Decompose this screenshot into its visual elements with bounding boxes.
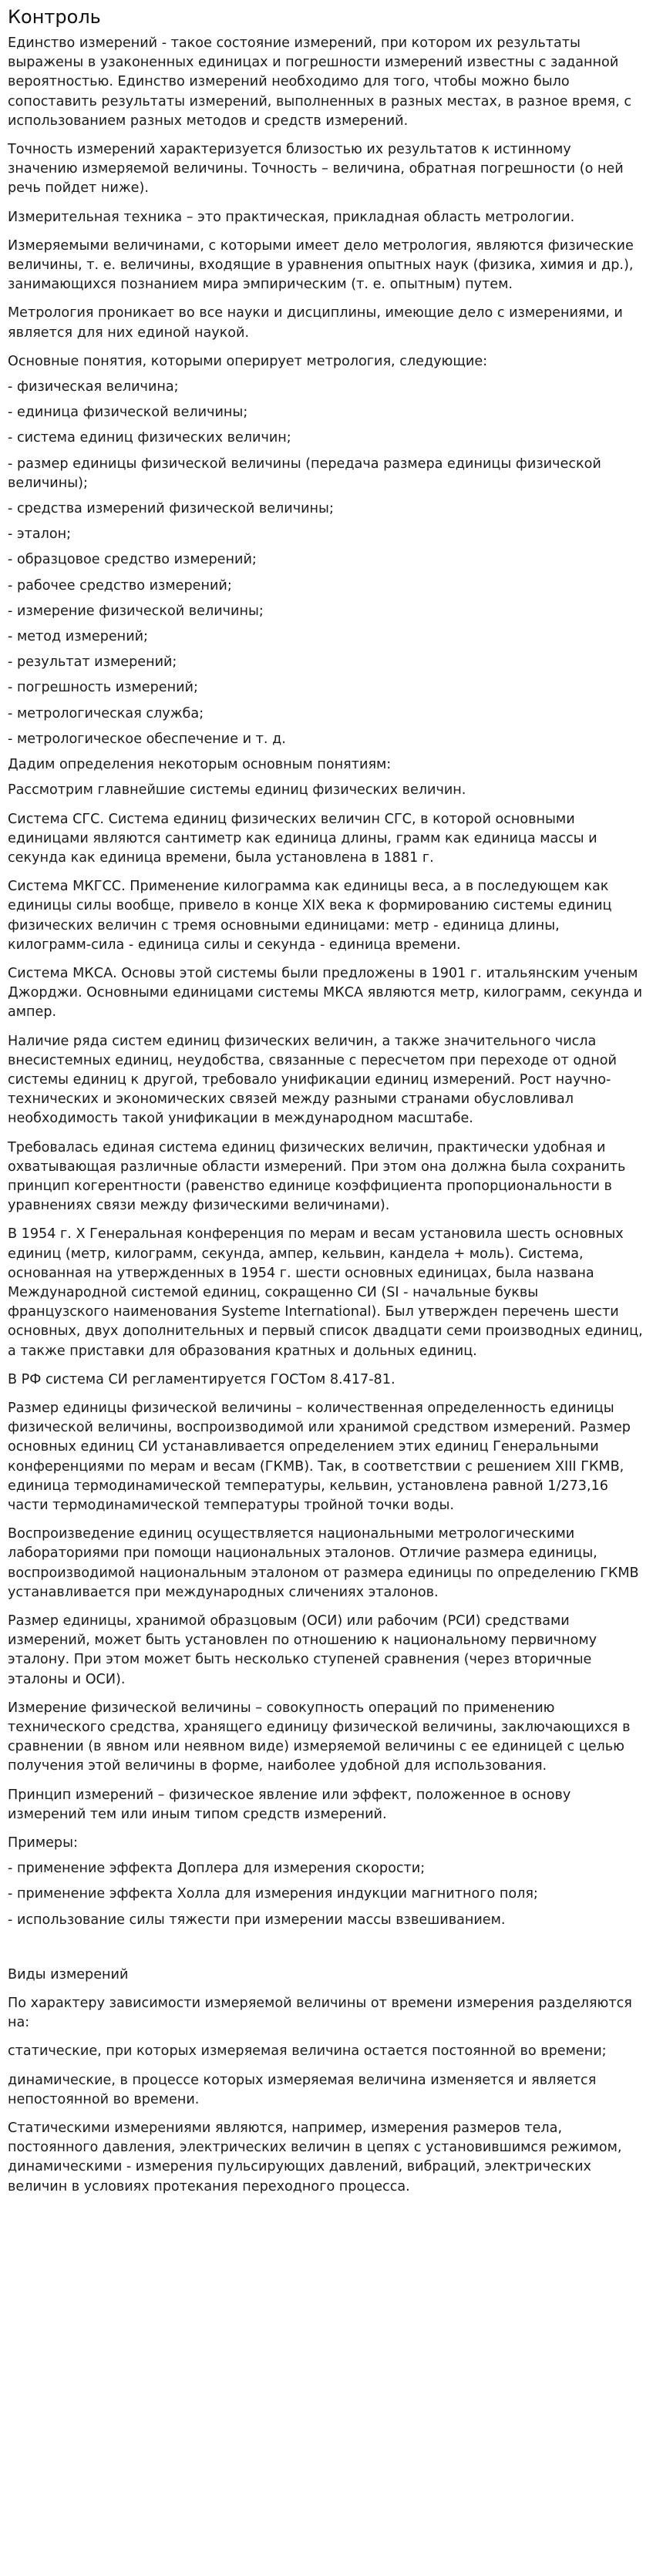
list-item: - метрологическое обеспечение и т. д. <box>8 731 286 747</box>
paragraph: В РФ система СИ регламентируется ГОСТом 8.417-81. <box>8 1371 396 1387</box>
paragraph: Измерение физической величины – совокупность операций по применению технического средства, хранящего единицу физической величины, заключающихся в сравнении (в явном или неявном виде) измеряемой величины с ее единицей с целью получения этой величины в форме, наиболее удобной для использования. <box>8 1700 631 1774</box>
paragraph: Метрология проникает во все науки и дисциплины, имеющие дело с измерениями, и является для них единой наукой. <box>8 305 623 341</box>
list-item: - система единиц физических величин; <box>8 430 291 446</box>
list-item: - рабочее средство измерений; <box>8 577 232 594</box>
list-item: - измерение физической величины; <box>8 603 264 619</box>
paragraph: Система МКСА. Основы этой системы были предложены в 1901 г. итальянским ученым Джорджи. Основными единицами системы МКСА являются метр, килограмм, секунда и ампер. <box>8 965 643 1021</box>
list-item: - результат измерений; <box>8 654 177 671</box>
paragraph: статические, при которых измеряемая величина остается постоянной во времени; <box>8 2043 607 2060</box>
list-item: - образцовое средство измерений; <box>8 552 257 568</box>
list-item: - размер единицы физической величины (передача размера единицы физической величины); <box>8 456 601 491</box>
paragraph: Размер единицы, хранимой образцовым (ОСИ) или рабочим (РСИ) средствами измерений, может быть установлен по отношению к национальному первичному эталону. При этом может быть несколько ступеней сравнения (через вторичные эталоны и ОСИ). <box>8 1613 597 1687</box>
list-item: - метрологическая служба; <box>8 705 204 721</box>
paragraph: Измеряемыми величинами, с которыми имеет дело метрология, являются физические величины, т. е. величины, входящие в уравнения опытных наук (физика, химия и др.), занимающихся познанием мира эмпирическим (т. е. опытным) путем. <box>8 237 634 293</box>
list-item: - применение эффекта Доплера для измерения скорости; <box>8 1861 426 1877</box>
paragraph: По характеру зависимости измеряемой величины от времени измерения разделяются на: <box>8 1996 632 2031</box>
paragraph: Статическими измерениями являются, например, измерения размеров тела, постоянного давления, электрических величин в цепях с установившимся режимом, динамическими - измерения пульсирующих давлений, вибраций, электрических величин в условиях протекания переходного процесса. <box>8 2120 622 2194</box>
list-item: - метод измерений; <box>8 629 148 645</box>
paragraph: Измерительная техника – это практическая, прикладная область метрологии. <box>8 209 575 225</box>
paragraph: Воспроизведение единиц осуществляется национальными метрологическими лабораториями при помощи национальных эталонов. Отличие размера единицы, воспроизводимой национальным эталоном от размера единицы по определению ГКМВ устанавливается при международных сличениях эталонов. <box>8 1526 639 1600</box>
list-item: - применение эффекта Холла для измерения индукции магнитного поля; <box>8 1886 538 1902</box>
paragraph: Размер единицы физической величины – количественная определенность единицы физической величины, воспроизводимой или хранимой средством измерений. Размер основных единиц СИ устанавливается определением этих единиц Генеральными конференциями по мерам и весам (ГКМВ). Так, в соответствии с решением XIII ГКМВ, единица термодинамической температуры, кельвин, установлена равной 1/273,16 части термодинамической температуры тройной точки воды. <box>8 1400 631 1513</box>
section-types-of-measurement <box>8 1966 644 2197</box>
paragraph: динамические, в процессе которых измеряемая величина изменяется и является непостоянной во времени. <box>8 2072 597 2107</box>
paragraph: Система МКГСС. Применение килограмма как единицы веса, а в последующем как единицы силы вообще, привело в конце XIX века к формированию системы единиц физических величин с тремя основными единицами: метр - единица длины, килограмм-сила - единица силы и секунда - единица времени. <box>8 879 612 953</box>
paragraph: Принцип измерений – физическое явление или эффект, положенное в основу измерений тем или иным типом средств измерений. <box>8 1787 571 1822</box>
paragraph: Система СГС. Система единиц физических величин СГС, в которой основными единицами являются сантиметр как единица длины, грамм как единица массы и секунда как единица времени, была установлена в 1881 г. <box>8 811 597 866</box>
paragraph: Основные понятия, которыми оперирует метрология, следующие: <box>8 353 488 369</box>
paragraph: Дадим определения некоторым основным понятиям: <box>8 757 392 773</box>
list-item: - физическая величина; <box>8 379 179 395</box>
section-heading: Виды измерений <box>8 1966 129 1982</box>
page-title: Контроль <box>8 6 101 28</box>
paragraph: Наличие ряда систем единиц физических величин, а также значительного числа внесистемных единиц, неудобства, связанные с пересчетом при переходе от одной системы единиц к другой, требовало унификации единиц измерений. Рост научно-технических и экономических связей между разными странами обусловливал необходимость такой унификации в международном масштабе. <box>8 1033 617 1127</box>
document-body <box>8 34 644 1930</box>
list-item: - единица физической величины; <box>8 405 248 421</box>
section-spacer <box>8 1939 644 1966</box>
paragraph: Точность измерений характеризуется близостью их результатов к истинному значению измеряемой величины. Точность – величина, обратная погрешности (о ней речь пойдет ниже). <box>8 142 624 197</box>
list-item: - использование силы тяжести при измерении массы взвешиванием. <box>8 1912 506 1928</box>
list-item: - средства измерений физической величины; <box>8 501 334 517</box>
list-item: - погрешность измерений; <box>8 680 198 696</box>
paragraph: Примеры: <box>8 1835 78 1851</box>
paragraph: Рассмотрим главнейшие системы единиц физических величин. <box>8 782 466 799</box>
paragraph: Единство измерений - такое состояние измерений, при котором их результаты выражены в узаконенных единицах и погрешности измерений известны с заданной вероятностью. Единство измерений необходимо для того, чтобы можно было сопоставить результаты измерений, выполненных в разных местах, в разное время, с использованием разных методов и средств измерений. <box>8 35 632 129</box>
paragraph: Требовалась единая система единиц физических величин, практически удобная и охватывающая различные области измерений. При этом она должна была сохранить принцип когерентности (равенство единице коэффициента пропорциональности в уравнениях связи между физическими величинами). <box>8 1139 626 1214</box>
list-item: - эталон; <box>8 526 72 543</box>
paragraph: В 1954 г. X Генеральная конференция по мерам и весам установила шесть основных единиц (метр, килограмм, секунда, ампер, кельвин, кандела + моль). Система, основанная на утвержденных в 1954 г. шести основных единицах, была названа Международной системой единиц, сокращенно СИ (SI - начальные буквы французского наименования Systeme International). Был утвержден перечень шести основных, двух дополнительных и первый список двадцати семи производных единиц, а также приставки для образования кратных и дольных единиц. <box>8 1226 643 1359</box>
